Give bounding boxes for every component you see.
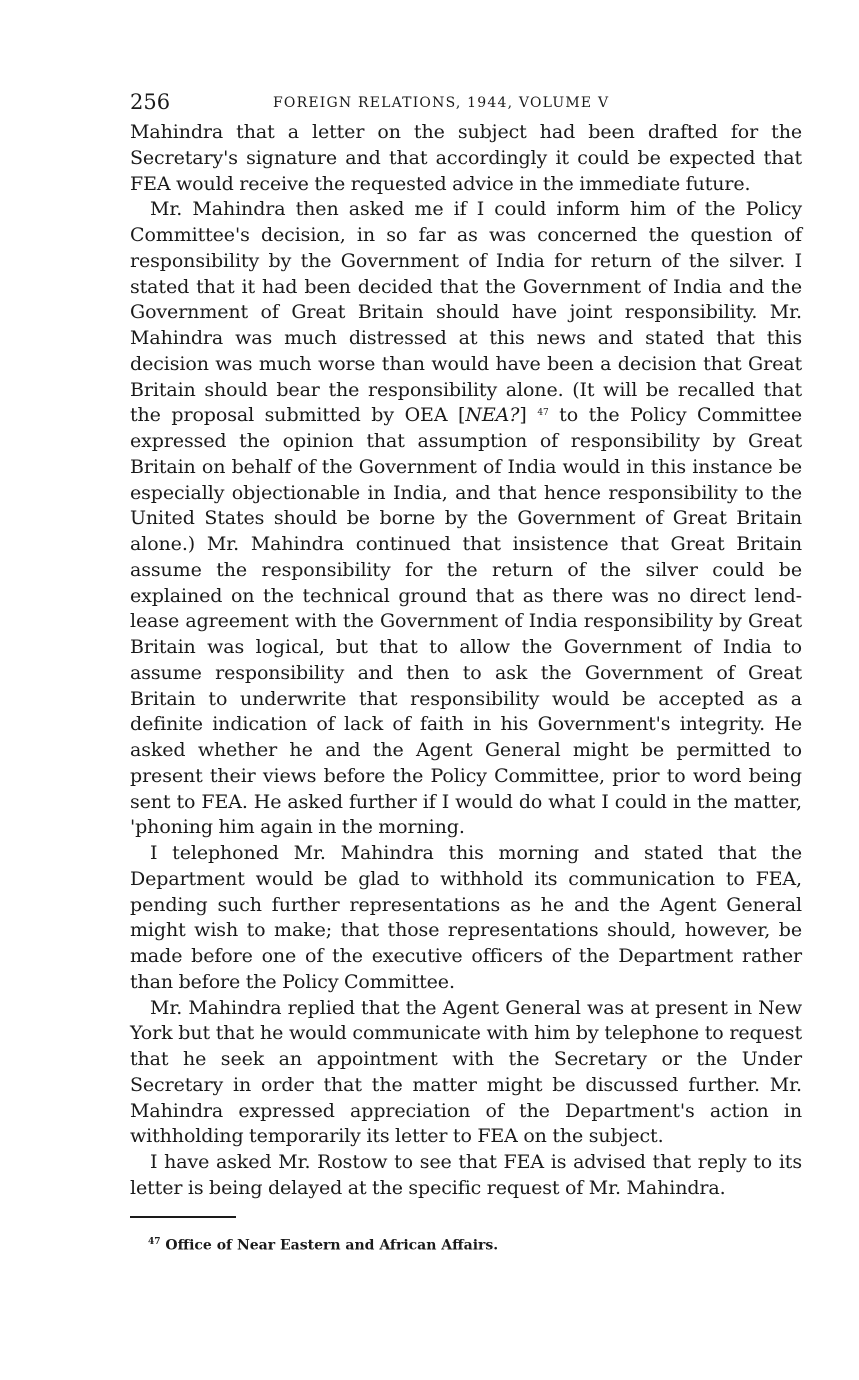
- footnote: [130, 1232, 802, 1256]
- footnote-text: Office of Near Eastern and African Affairs.: [165, 1237, 499, 1254]
- running-title: FOREIGN RELATIONS, 1944, VOLUME V: [273, 95, 610, 111]
- paragraph-2: [130, 197, 802, 841]
- paragraph-2-text-after: to the Policy Committee expressed the opinion that assumption of responsibility by Great Britain on behalf of the Government of India would in this instance be especially objectionable in India, and that hence responsibility to the United States should be borne by the Government of Great Britain alone.) Mr. Mahindra continued that insistence that Great Britain assume the responsibility for the return of the silver could be explained on the technical ground that as there was no direct lend-lease agreement with the Government of India responsibility by Great Britain was logical, but that to allow the Government of India to assume responsibility and then to ask the Government of Great Britain to underwrite that responsibility would be accepted as a definite indication of lack of faith in his Government's integrity. He asked whether he and the Agent General might be permitted to present their views before the Policy Committee, prior to word being sent to FEA. He asked further if I would do what I could in the matter, 'phoning him again in the morning.: [130, 404, 802, 839]
- paragraph-2-bracket-close: ]: [519, 404, 527, 427]
- paragraph-5: I have asked Mr. Rostow to see that FEA is advised that reply to its letter is being delayed at the specific request of Mr. Mahindra.: [130, 1151, 802, 1199]
- paragraph-2-text-before: Mr. Mahindra then asked me if I could inform him of the Policy Committee's decision, in so far as was concerned the question of responsibility by the Government of India for return of the silver. I stated that it had been decided that the Government of India and the Government of Great Britain should have joint responsibility. Mr. Mahindra was much distressed at this news and stated that this decision was much worse than would have been a decision that Great Britain should bear the responsibility alone. (It will be recalled that the proposal submitted by OEA [: [130, 198, 802, 427]
- running-head: [130, 88, 802, 118]
- footnote-divider: [130, 1216, 236, 1218]
- footnote-number: 47: [148, 1236, 161, 1247]
- document-page: [130, 88, 802, 1255]
- footnote-reference: 47: [537, 408, 549, 419]
- paragraph-1: Mahindra that a letter on the subject had been drafted for the Secretary's signature and that accordingly it could be expected that FEA would receive the requested advice in the immediate future.: [130, 121, 802, 195]
- page-number: 256: [130, 90, 171, 114]
- paragraph-3: I telephoned Mr. Mahindra this morning and stated that the Department would be glad to withhold its communication to FEA, pending such further representations as he and the Agent General might wish to make; that those representations should, however, be made before one of the executive officers of the Department rather than before the Policy Committee.: [130, 842, 802, 993]
- body-text: [130, 120, 802, 1202]
- paragraph-4: Mr. Mahindra replied that the Agent General was at present in New York but that he would communicate with him by telephone to request that he seek an appointment with the Secretary or the Under Secretary in order that the matter might be discussed further. Mr. Mahindra expressed appreciation of the Department's action in withholding temporarily its letter to FEA on the subject.: [130, 996, 802, 1148]
- paragraph-2-italic-insert: NEA?: [465, 404, 520, 427]
